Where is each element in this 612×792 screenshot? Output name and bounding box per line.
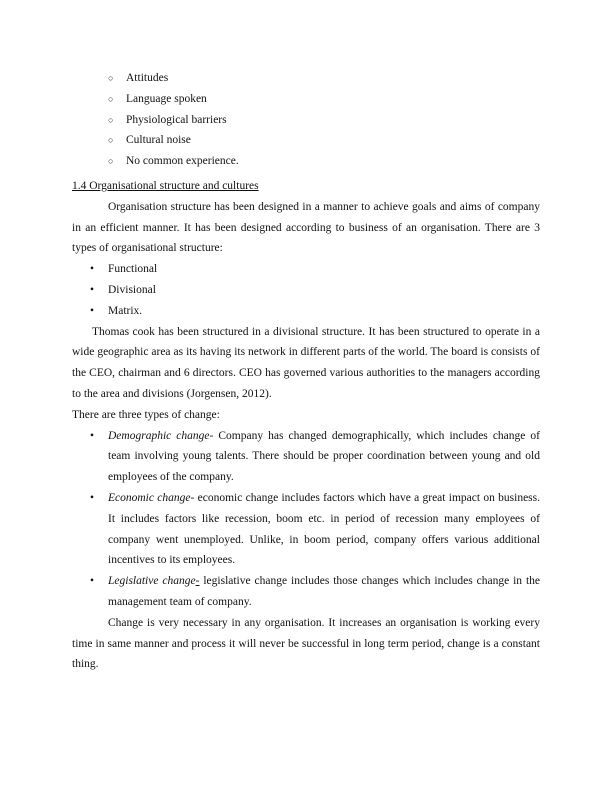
section-heading: 1.4 Organisational structure and cultures — [72, 179, 259, 192]
change-intro: There are three types of change: — [72, 408, 220, 421]
barrier-sub-list — [72, 68, 540, 172]
circle-bullet-icon: ○ — [108, 114, 114, 125]
bullet-icon: • — [90, 575, 95, 588]
list-item: • Divisional — [90, 280, 540, 301]
circle-bullet-icon: ○ — [108, 93, 114, 104]
bullet-icon: • — [90, 304, 95, 317]
list-item — [90, 571, 540, 613]
circle-bullet-icon: ○ — [108, 156, 114, 167]
change-term: Economic change- — [108, 491, 195, 504]
bullet-icon: • — [90, 429, 95, 442]
bullet-icon: • — [90, 283, 95, 296]
change-types-list — [72, 426, 540, 613]
paragraph-structure: Organisation structure has been designed in a manner to achieve goals and aims of company in an efficient manner. It has been designed according to business of an organisation. There are 3 types of organisational structure: — [72, 200, 540, 255]
list-item: ○ No common experience. — [108, 151, 540, 172]
circle-bullet-icon: ○ — [108, 73, 114, 83]
change-term: Demographic change- — [108, 429, 214, 442]
structure-types-list — [72, 259, 540, 321]
list-item: • Functional — [90, 259, 540, 280]
list-item — [90, 426, 540, 488]
list-item: ○ Physiological barriers — [108, 110, 540, 131]
circle-bullet-icon: ○ — [108, 135, 114, 146]
list-item: • Matrix. — [90, 301, 540, 322]
list-item — [90, 488, 540, 571]
paragraph-thomas-cook: Thomas cook has been structured in a divisional structure. It has been structured to operate in a wide geographic area as its having its network in different parts of the world. The board is consists of the CEO, chairman and 6 directors. CEO has governed various authorities to the managers according to the area and divisions (Jorgensen, 2012). — [72, 325, 540, 400]
list-item: ○ Language spoken — [108, 89, 540, 110]
change-term: Legislative change- — [108, 575, 200, 588]
change-description: Company has changed demographically, which includes change of team involving young talents. There should be proper coordination between young and old employees of the company. — [108, 429, 540, 484]
list-item: ○ Cultural noise — [108, 130, 540, 151]
paragraph-change-conclusion: Change is very necessary in any organisation. It increases an organisation is working every time in same manner and process it will never be successful in long term period, change is a constant thing. — [72, 616, 540, 671]
bullet-icon: • — [90, 491, 95, 504]
list-item: ○ Attitudes — [108, 68, 540, 89]
document-page — [72, 68, 540, 675]
bullet-icon: • — [90, 263, 95, 276]
change-description: economic change includes factors which have a great impact on business. It includes factors like recession, boom etc. in period of recession many employees of company went unemployed. Unlike, in boom period, company offers various additional incentives to its employees. — [108, 491, 541, 567]
change-description: legislative change includes those changes which includes change in the management team of company. — [108, 575, 540, 608]
